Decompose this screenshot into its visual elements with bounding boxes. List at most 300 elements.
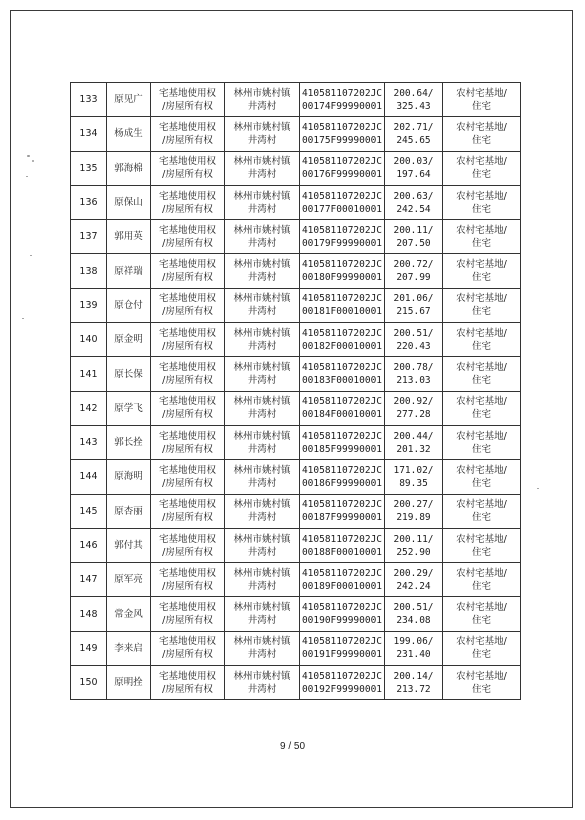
record-number-text: 143 — [79, 437, 98, 449]
unit-code-text: 410581107202JC — [301, 430, 383, 442]
scan-speck — [30, 255, 32, 256]
location-text: 林州市姚村镇 — [233, 499, 291, 511]
record-number-text: 139 — [79, 299, 98, 311]
table-row — [71, 151, 521, 185]
usage-text: 农村宅基地/ — [456, 636, 507, 648]
usage-text: 农村宅基地/ — [456, 533, 507, 545]
owner-name-text: 郭长拴 — [114, 437, 143, 449]
location-text: 井湾村 — [247, 409, 277, 421]
owner-name-text: 原保山 — [114, 197, 143, 209]
location-cell — [225, 323, 300, 357]
table-row — [71, 185, 521, 219]
page-number: 9 / 50 — [279, 741, 306, 752]
right-type-cell — [151, 288, 225, 322]
area-cell — [385, 528, 443, 562]
record-number-cell — [71, 391, 107, 425]
right-type-text: 宅基地使用权 — [158, 670, 216, 682]
usage-text: 住宅 — [471, 134, 491, 146]
usage-cell — [443, 83, 521, 117]
record-number-text: 134 — [79, 128, 98, 140]
unit-code-text: 00190F99990001 — [301, 615, 383, 627]
usage-cell — [443, 151, 521, 185]
location-cell — [225, 631, 300, 665]
owner-name-text: 杨成生 — [114, 128, 143, 140]
usage-cell — [443, 185, 521, 219]
usage-text: 住宅 — [471, 477, 491, 489]
location-text: 林州市姚村镇 — [233, 636, 291, 648]
record-number-cell — [71, 117, 107, 151]
right-type-cell — [151, 220, 225, 254]
usage-text: 农村宅基地/ — [456, 190, 507, 202]
table-row — [71, 117, 521, 151]
area-cell — [385, 323, 443, 357]
area-text: 277.28 — [396, 409, 431, 421]
area-text: 200.44/ — [393, 430, 434, 442]
right-type-text: 宅基地使用权 — [158, 464, 216, 476]
owner-name-cell — [107, 597, 151, 631]
unit-code-text: 00179F99990001 — [301, 237, 383, 249]
owner-name-text: 原仓付 — [114, 299, 143, 311]
usage-cell — [443, 597, 521, 631]
area-text: 200.78/ — [393, 362, 434, 374]
right-type-cell — [151, 254, 225, 288]
unit-code-text: 410581107202JC — [301, 224, 383, 236]
unit-code-cell — [300, 425, 385, 459]
record-number-text: 137 — [79, 231, 98, 243]
area-text: 213.72 — [396, 683, 431, 695]
unit-code-text: 410581107202JC — [301, 602, 383, 614]
area-text: 197.64 — [396, 169, 431, 181]
area-text: 199.06/ — [393, 636, 434, 648]
owner-name-cell — [107, 83, 151, 117]
unit-code-text: 410581107202JC — [301, 567, 383, 579]
right-type-text: 宅基地使用权 — [158, 499, 216, 511]
record-number-cell — [71, 631, 107, 665]
right-type-text: 宅基地使用权 — [158, 636, 216, 648]
record-number-cell — [71, 83, 107, 117]
location-cell — [225, 391, 300, 425]
usage-cell — [443, 563, 521, 597]
usage-text: 住宅 — [471, 580, 491, 592]
record-number-cell — [71, 666, 107, 700]
unit-code-cell — [300, 597, 385, 631]
usage-cell — [443, 117, 521, 151]
location-text: 林州市姚村镇 — [233, 396, 291, 408]
right-type-text: /房屋所有权 — [162, 409, 213, 421]
location-text: 井湾村 — [247, 306, 277, 318]
unit-code-cell — [300, 254, 385, 288]
area-text: 207.50 — [396, 237, 431, 249]
area-text: 215.67 — [396, 306, 431, 318]
usage-cell — [443, 288, 521, 322]
usage-text: 农村宅基地/ — [456, 259, 507, 271]
location-cell — [225, 151, 300, 185]
location-cell — [225, 528, 300, 562]
usage-text: 住宅 — [471, 683, 491, 695]
unit-code-text: 00174F99990001 — [301, 100, 383, 112]
area-cell — [385, 254, 443, 288]
location-text: 林州市姚村镇 — [233, 121, 291, 133]
right-type-text: 宅基地使用权 — [158, 87, 216, 99]
table-row — [71, 254, 521, 288]
usage-text: 农村宅基地/ — [456, 327, 507, 339]
area-text: 200.63/ — [393, 190, 434, 202]
area-text: 325.43 — [396, 100, 431, 112]
location-cell — [225, 357, 300, 391]
area-text: 171.02/ — [393, 464, 434, 476]
area-text: 207.99 — [396, 272, 431, 284]
right-type-text: 宅基地使用权 — [158, 259, 216, 271]
record-number-text: 146 — [79, 540, 98, 551]
unit-code-cell — [300, 494, 385, 528]
record-number-cell — [71, 254, 107, 288]
usage-text: 住宅 — [471, 272, 491, 284]
right-type-cell — [151, 117, 225, 151]
area-text: 231.40 — [396, 649, 431, 661]
record-number-text: 144 — [79, 471, 98, 483]
usage-cell — [443, 528, 521, 562]
unit-code-text: 410581107202JC — [301, 362, 383, 374]
usage-text: 住宅 — [471, 100, 491, 112]
right-type-text: /房屋所有权 — [162, 237, 213, 249]
area-text: 201.32 — [396, 443, 431, 455]
unit-code-cell — [300, 666, 385, 700]
location-text: 井湾村 — [247, 340, 277, 352]
area-text: 200.03/ — [393, 156, 434, 168]
right-type-text: 宅基地使用权 — [158, 396, 216, 408]
record-number-cell — [71, 597, 107, 631]
table-row — [71, 666, 521, 700]
right-type-text: /房屋所有权 — [162, 100, 213, 112]
usage-text: 农村宅基地/ — [456, 224, 507, 236]
owner-name-cell — [107, 563, 151, 597]
right-type-cell — [151, 425, 225, 459]
location-cell — [225, 597, 300, 631]
usage-text: 农村宅基地/ — [456, 670, 507, 682]
owner-name-cell — [107, 288, 151, 322]
owner-name-cell — [107, 528, 151, 562]
usage-cell — [443, 425, 521, 459]
record-number-text: 149 — [79, 642, 98, 654]
scan-speck — [26, 176, 28, 177]
right-type-text: /房屋所有权 — [162, 203, 213, 215]
owner-name-text: 常金风 — [114, 608, 143, 620]
scan-speck — [537, 488, 539, 489]
usage-cell — [443, 357, 521, 391]
area-cell — [385, 597, 443, 631]
right-type-cell — [151, 563, 225, 597]
right-type-text: /房屋所有权 — [162, 512, 213, 524]
usage-text: 农村宅基地/ — [456, 362, 507, 374]
right-type-text: 宅基地使用权 — [158, 430, 216, 442]
owner-name-text: 原海明 — [114, 471, 143, 483]
usage-text: 住宅 — [471, 203, 491, 215]
owner-name-text: 郭付其 — [114, 540, 143, 551]
location-text: 林州市姚村镇 — [233, 87, 291, 99]
unit-code-text: 00188F00010001 — [301, 546, 383, 558]
unit-code-text: 410581107202JC — [301, 156, 383, 168]
table-row — [71, 220, 521, 254]
table-row — [71, 357, 521, 391]
record-number-text: 141 — [79, 368, 98, 380]
unit-code-cell — [300, 563, 385, 597]
owner-name-text: 郭用英 — [114, 231, 143, 243]
owner-name-cell — [107, 357, 151, 391]
location-cell — [225, 288, 300, 322]
unit-code-text: 410581107202JC — [301, 396, 383, 408]
record-number-text: 145 — [79, 505, 98, 517]
record-number-text: 138 — [79, 265, 98, 277]
unit-code-text: 410581107202JC — [301, 636, 383, 648]
record-number-text: 140 — [79, 334, 98, 346]
usage-text: 农村宅基地/ — [456, 293, 507, 305]
right-type-cell — [151, 323, 225, 357]
area-text: 219.89 — [396, 512, 431, 524]
scan-speck — [22, 318, 24, 319]
records-table-body — [71, 83, 521, 700]
unit-code-text: 410581107202JC — [301, 464, 383, 476]
location-text: 井湾村 — [247, 615, 277, 627]
location-text: 井湾村 — [247, 203, 277, 215]
table-row — [71, 494, 521, 528]
record-number-text: 150 — [79, 677, 98, 689]
right-type-cell — [151, 494, 225, 528]
owner-name-text: 原军亮 — [114, 574, 143, 586]
unit-code-cell — [300, 185, 385, 219]
owner-name-text: 原学飞 — [114, 402, 143, 414]
unit-code-text: 410581107202JC — [301, 670, 383, 682]
record-number-text: 148 — [79, 608, 98, 620]
right-type-cell — [151, 391, 225, 425]
area-cell — [385, 460, 443, 494]
table-row — [71, 288, 521, 322]
area-text: 200.11/ — [393, 224, 434, 236]
unit-code-text: 410581107202JC — [301, 190, 383, 202]
right-type-text: 宅基地使用权 — [158, 327, 216, 339]
usage-cell — [443, 254, 521, 288]
table-row — [71, 323, 521, 357]
location-text: 井湾村 — [247, 272, 277, 284]
unit-code-text: 00185F99990001 — [301, 443, 383, 455]
table-row — [71, 460, 521, 494]
usage-text: 农村宅基地/ — [456, 602, 507, 614]
record-number-text: 133 — [79, 94, 98, 106]
owner-name-text: 原杏丽 — [114, 505, 143, 517]
usage-text: 农村宅基地/ — [456, 430, 507, 442]
unit-code-text: 00184F00010001 — [301, 409, 383, 421]
record-number-text: 136 — [79, 197, 98, 209]
unit-code-cell — [300, 220, 385, 254]
area-text: 200.51/ — [393, 602, 434, 614]
scan-speck — [32, 160, 34, 162]
owner-name-cell — [107, 254, 151, 288]
usage-text: 农村宅基地/ — [456, 499, 507, 511]
owner-name-cell — [107, 425, 151, 459]
unit-code-text: 00191F99990001 — [301, 649, 383, 661]
owner-name-cell — [107, 323, 151, 357]
usage-text: 农村宅基地/ — [456, 121, 507, 133]
table-row — [71, 563, 521, 597]
right-type-cell — [151, 666, 225, 700]
owner-name-cell — [107, 666, 151, 700]
owner-name-text: 原明拴 — [114, 677, 143, 689]
unit-code-cell — [300, 391, 385, 425]
right-type-text: 宅基地使用权 — [158, 533, 216, 545]
unit-code-text: 00187F99990001 — [301, 512, 383, 524]
area-text: 202.71/ — [393, 121, 434, 133]
usage-text: 住宅 — [471, 512, 491, 524]
area-text: 200.29/ — [393, 567, 434, 579]
location-cell — [225, 425, 300, 459]
area-text: 200.92/ — [393, 396, 434, 408]
owner-name-cell — [107, 494, 151, 528]
right-type-text: /房屋所有权 — [162, 134, 213, 146]
record-number-cell — [71, 185, 107, 219]
record-number-cell — [71, 494, 107, 528]
owner-name-cell — [107, 117, 151, 151]
usage-cell — [443, 391, 521, 425]
location-text: 井湾村 — [247, 169, 277, 181]
area-cell — [385, 151, 443, 185]
unit-code-cell — [300, 528, 385, 562]
table-row — [71, 425, 521, 459]
record-number-cell — [71, 288, 107, 322]
table-row — [71, 528, 521, 562]
area-text: 200.51/ — [393, 327, 434, 339]
scan-speck — [27, 155, 30, 157]
area-text: 89.35 — [399, 477, 428, 489]
right-type-text: /房屋所有权 — [162, 683, 213, 695]
owner-name-text: 原金明 — [114, 334, 143, 346]
area-cell — [385, 391, 443, 425]
unit-code-cell — [300, 288, 385, 322]
area-cell — [385, 631, 443, 665]
right-type-text: /房屋所有权 — [162, 443, 213, 455]
right-type-text: /房屋所有权 — [162, 306, 213, 318]
record-number-cell — [71, 528, 107, 562]
location-cell — [225, 494, 300, 528]
area-cell — [385, 220, 443, 254]
area-cell — [385, 666, 443, 700]
location-cell — [225, 563, 300, 597]
right-type-text: /房屋所有权 — [162, 169, 213, 181]
table-row — [71, 391, 521, 425]
table-row — [71, 597, 521, 631]
area-text: 200.27/ — [393, 499, 434, 511]
owner-name-text: 原见广 — [114, 94, 143, 106]
right-type-cell — [151, 631, 225, 665]
area-cell — [385, 563, 443, 597]
location-text: 林州市姚村镇 — [233, 362, 291, 374]
location-cell — [225, 220, 300, 254]
table-row — [71, 631, 521, 665]
usage-text: 住宅 — [471, 375, 491, 387]
location-cell — [225, 460, 300, 494]
location-cell — [225, 83, 300, 117]
owner-name-cell — [107, 185, 151, 219]
location-text: 林州市姚村镇 — [233, 327, 291, 339]
area-text: 220.43 — [396, 340, 431, 352]
location-text: 林州市姚村镇 — [233, 190, 291, 202]
usage-text: 农村宅基地/ — [456, 464, 507, 476]
unit-code-text: 00175F99990001 — [301, 134, 383, 146]
unit-code-text: 410581107202JC — [301, 259, 383, 271]
area-text: 242.24 — [396, 580, 431, 592]
right-type-text: 宅基地使用权 — [158, 602, 216, 614]
unit-code-text: 00180F99990001 — [301, 272, 383, 284]
table-row — [71, 83, 521, 117]
location-text: 井湾村 — [247, 649, 277, 661]
location-text: 井湾村 — [247, 443, 277, 455]
usage-text: 住宅 — [471, 443, 491, 455]
unit-code-text: 410581107202JC — [301, 87, 383, 99]
property-records-table — [70, 82, 521, 700]
usage-text: 住宅 — [471, 615, 491, 627]
usage-cell — [443, 631, 521, 665]
location-text: 林州市姚村镇 — [233, 670, 291, 682]
usage-text: 住宅 — [471, 306, 491, 318]
area-text: 245.65 — [396, 134, 431, 146]
location-text: 井湾村 — [247, 683, 277, 695]
unit-code-cell — [300, 323, 385, 357]
area-text: 201.06/ — [393, 293, 434, 305]
unit-code-cell — [300, 631, 385, 665]
area-text: 213.03 — [396, 375, 431, 387]
location-text: 井湾村 — [247, 134, 277, 146]
right-type-cell — [151, 83, 225, 117]
right-type-text: /房屋所有权 — [162, 477, 213, 489]
owner-name-text: 原祥瑞 — [114, 265, 143, 277]
area-text: 242.54 — [396, 203, 431, 215]
record-number-text: 135 — [79, 162, 98, 174]
unit-code-text: 00189F00010001 — [301, 580, 383, 592]
area-cell — [385, 357, 443, 391]
location-text: 井湾村 — [247, 546, 277, 558]
unit-code-text: 410581107202JC — [301, 327, 383, 339]
location-cell — [225, 254, 300, 288]
owner-name-text: 郭海棉 — [114, 162, 143, 174]
location-text: 井湾村 — [247, 580, 277, 592]
unit-code-cell — [300, 151, 385, 185]
usage-text: 农村宅基地/ — [456, 156, 507, 168]
location-text: 林州市姚村镇 — [233, 293, 291, 305]
right-type-text: 宅基地使用权 — [158, 293, 216, 305]
usage-cell — [443, 460, 521, 494]
right-type-text: /房屋所有权 — [162, 375, 213, 387]
unit-code-text: 410581107202JC — [301, 533, 383, 545]
right-type-text: 宅基地使用权 — [158, 362, 216, 374]
right-type-text: /房屋所有权 — [162, 340, 213, 352]
location-text: 林州市姚村镇 — [233, 567, 291, 579]
location-text: 井湾村 — [247, 237, 277, 249]
location-cell — [225, 666, 300, 700]
record-number-cell — [71, 323, 107, 357]
record-number-cell — [71, 460, 107, 494]
right-type-text: /房屋所有权 — [162, 546, 213, 558]
unit-code-text: 00176F99990001 — [301, 169, 383, 181]
unit-code-text: 00183F00010001 — [301, 375, 383, 387]
right-type-text: 宅基地使用权 — [158, 567, 216, 579]
unit-code-text: 00181F00010001 — [301, 306, 383, 318]
location-cell — [225, 185, 300, 219]
location-text: 林州市姚村镇 — [233, 156, 291, 168]
usage-text: 住宅 — [471, 237, 491, 249]
right-type-text: /房屋所有权 — [162, 615, 213, 627]
owner-name-text: 李来启 — [114, 642, 143, 654]
location-text: 井湾村 — [247, 477, 277, 489]
right-type-text: /房屋所有权 — [162, 272, 213, 284]
record-number-cell — [71, 220, 107, 254]
